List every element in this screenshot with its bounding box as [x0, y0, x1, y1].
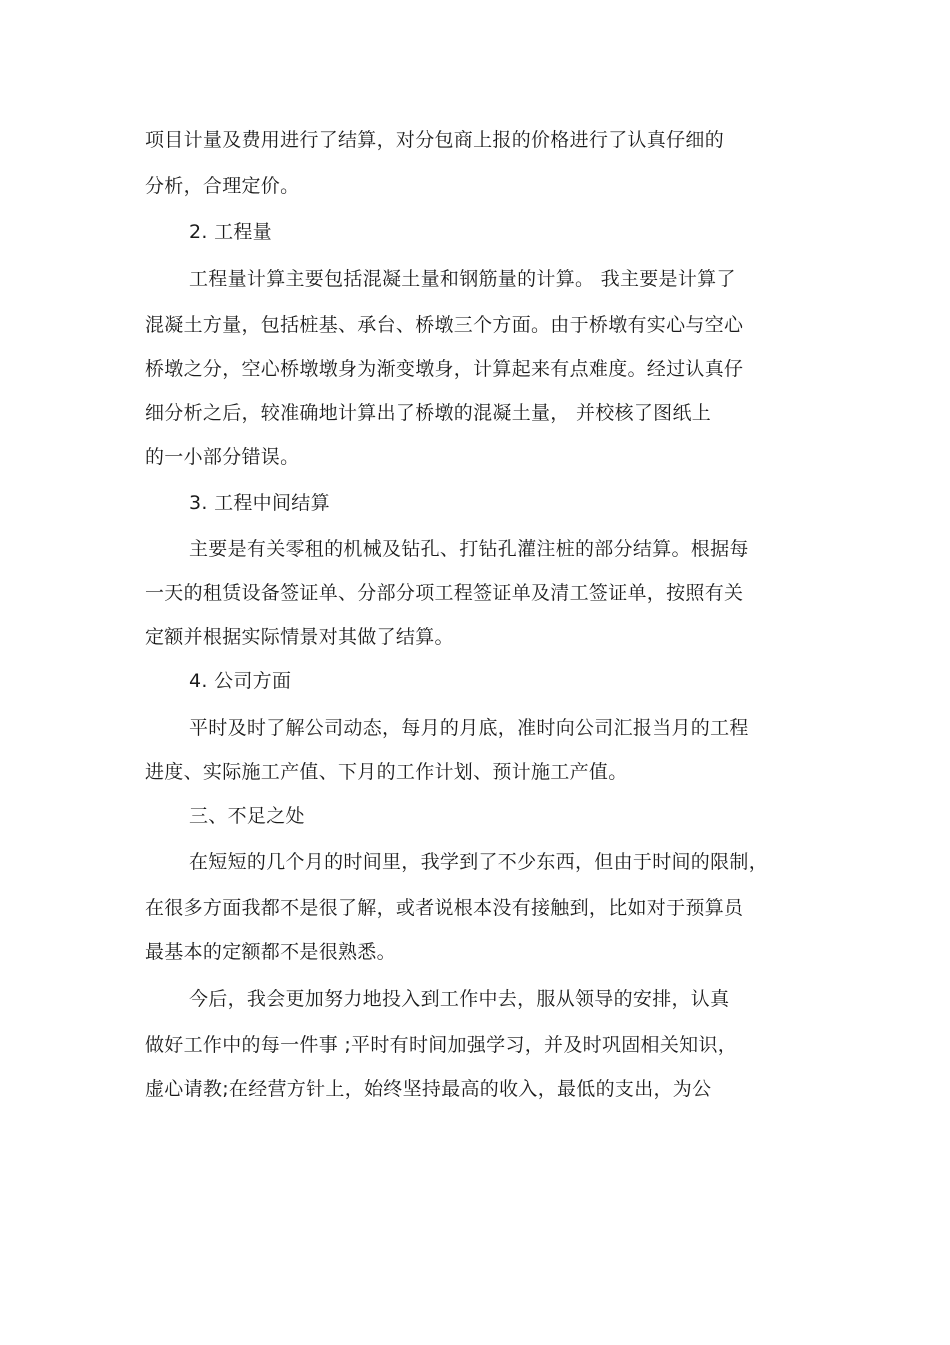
paragraph-line: 分析，合理定价。	[145, 175, 300, 197]
paragraph-line: 最基本的定额都不是很熟悉。	[145, 941, 396, 963]
paragraph-line: 虚心请教;在经营方针上，始终坚持最高的收入，最低的支出，为公	[145, 1078, 712, 1100]
paragraph-line: 混凝土方量，包括桩基、承台、桥墩三个方面。由于桥墩有实心与空心	[145, 314, 744, 336]
section-heading-3: 3. 工程中间结算	[189, 492, 330, 514]
paragraph-line: 在很多方面我都不是很了解，或者说根本没有接触到，比如对于预算员	[145, 897, 744, 919]
paragraph-line: 一天的租赁设备签证单、分部分项工程签证单及清工签证单，按照有关	[145, 582, 744, 604]
paragraph-line: 平时及时了解公司动态，每月的月底，准时向公司汇报当月的工程	[189, 717, 749, 739]
paragraph-line: 工程量计算主要包括混凝土量和钢筋量的计算。 我主要是计算了	[189, 268, 736, 290]
section-heading-shortcomings: 三、不足之处	[189, 805, 305, 827]
paragraph-line: 定额并根据实际情景对其做了结算。	[145, 626, 454, 648]
paragraph-line: 桥墩之分，空心桥墩墩身为渐变墩身，计算起来有点难度。经过认真仔	[145, 358, 744, 380]
paragraph-line: 做好工作中的每一件事 ;平时有时间加强学习，并及时巩固相关知识，	[145, 1034, 738, 1056]
paragraph-line: 细分析之后，较准确地计算出了桥墩的混凝土量， 并校核了图纸上	[145, 402, 712, 424]
section-heading-4: 4. 公司方面	[189, 670, 292, 692]
paragraph-line: 进度、实际施工产值、下月的工作计划、预计施工产值。	[145, 761, 628, 783]
section-heading-2: 2. 工程量	[189, 221, 272, 243]
paragraph-line: 今后，我会更加努力地投入到工作中去，服从领导的安排，认真	[189, 988, 730, 1010]
paragraph-line: 的一小部分错误。	[145, 446, 300, 468]
paragraph-line: 在短短的几个月的时间里，我学到了不少东西，但由于时间的限制，	[189, 851, 769, 873]
paragraph-line: 项目计量及费用进行了结算，对分包商上报的价格进行了认真仔细的	[145, 129, 725, 151]
paragraph-line: 主要是有关零租的机械及钻孔、打钻孔灌注桩的部分结算。根据每	[189, 538, 749, 560]
